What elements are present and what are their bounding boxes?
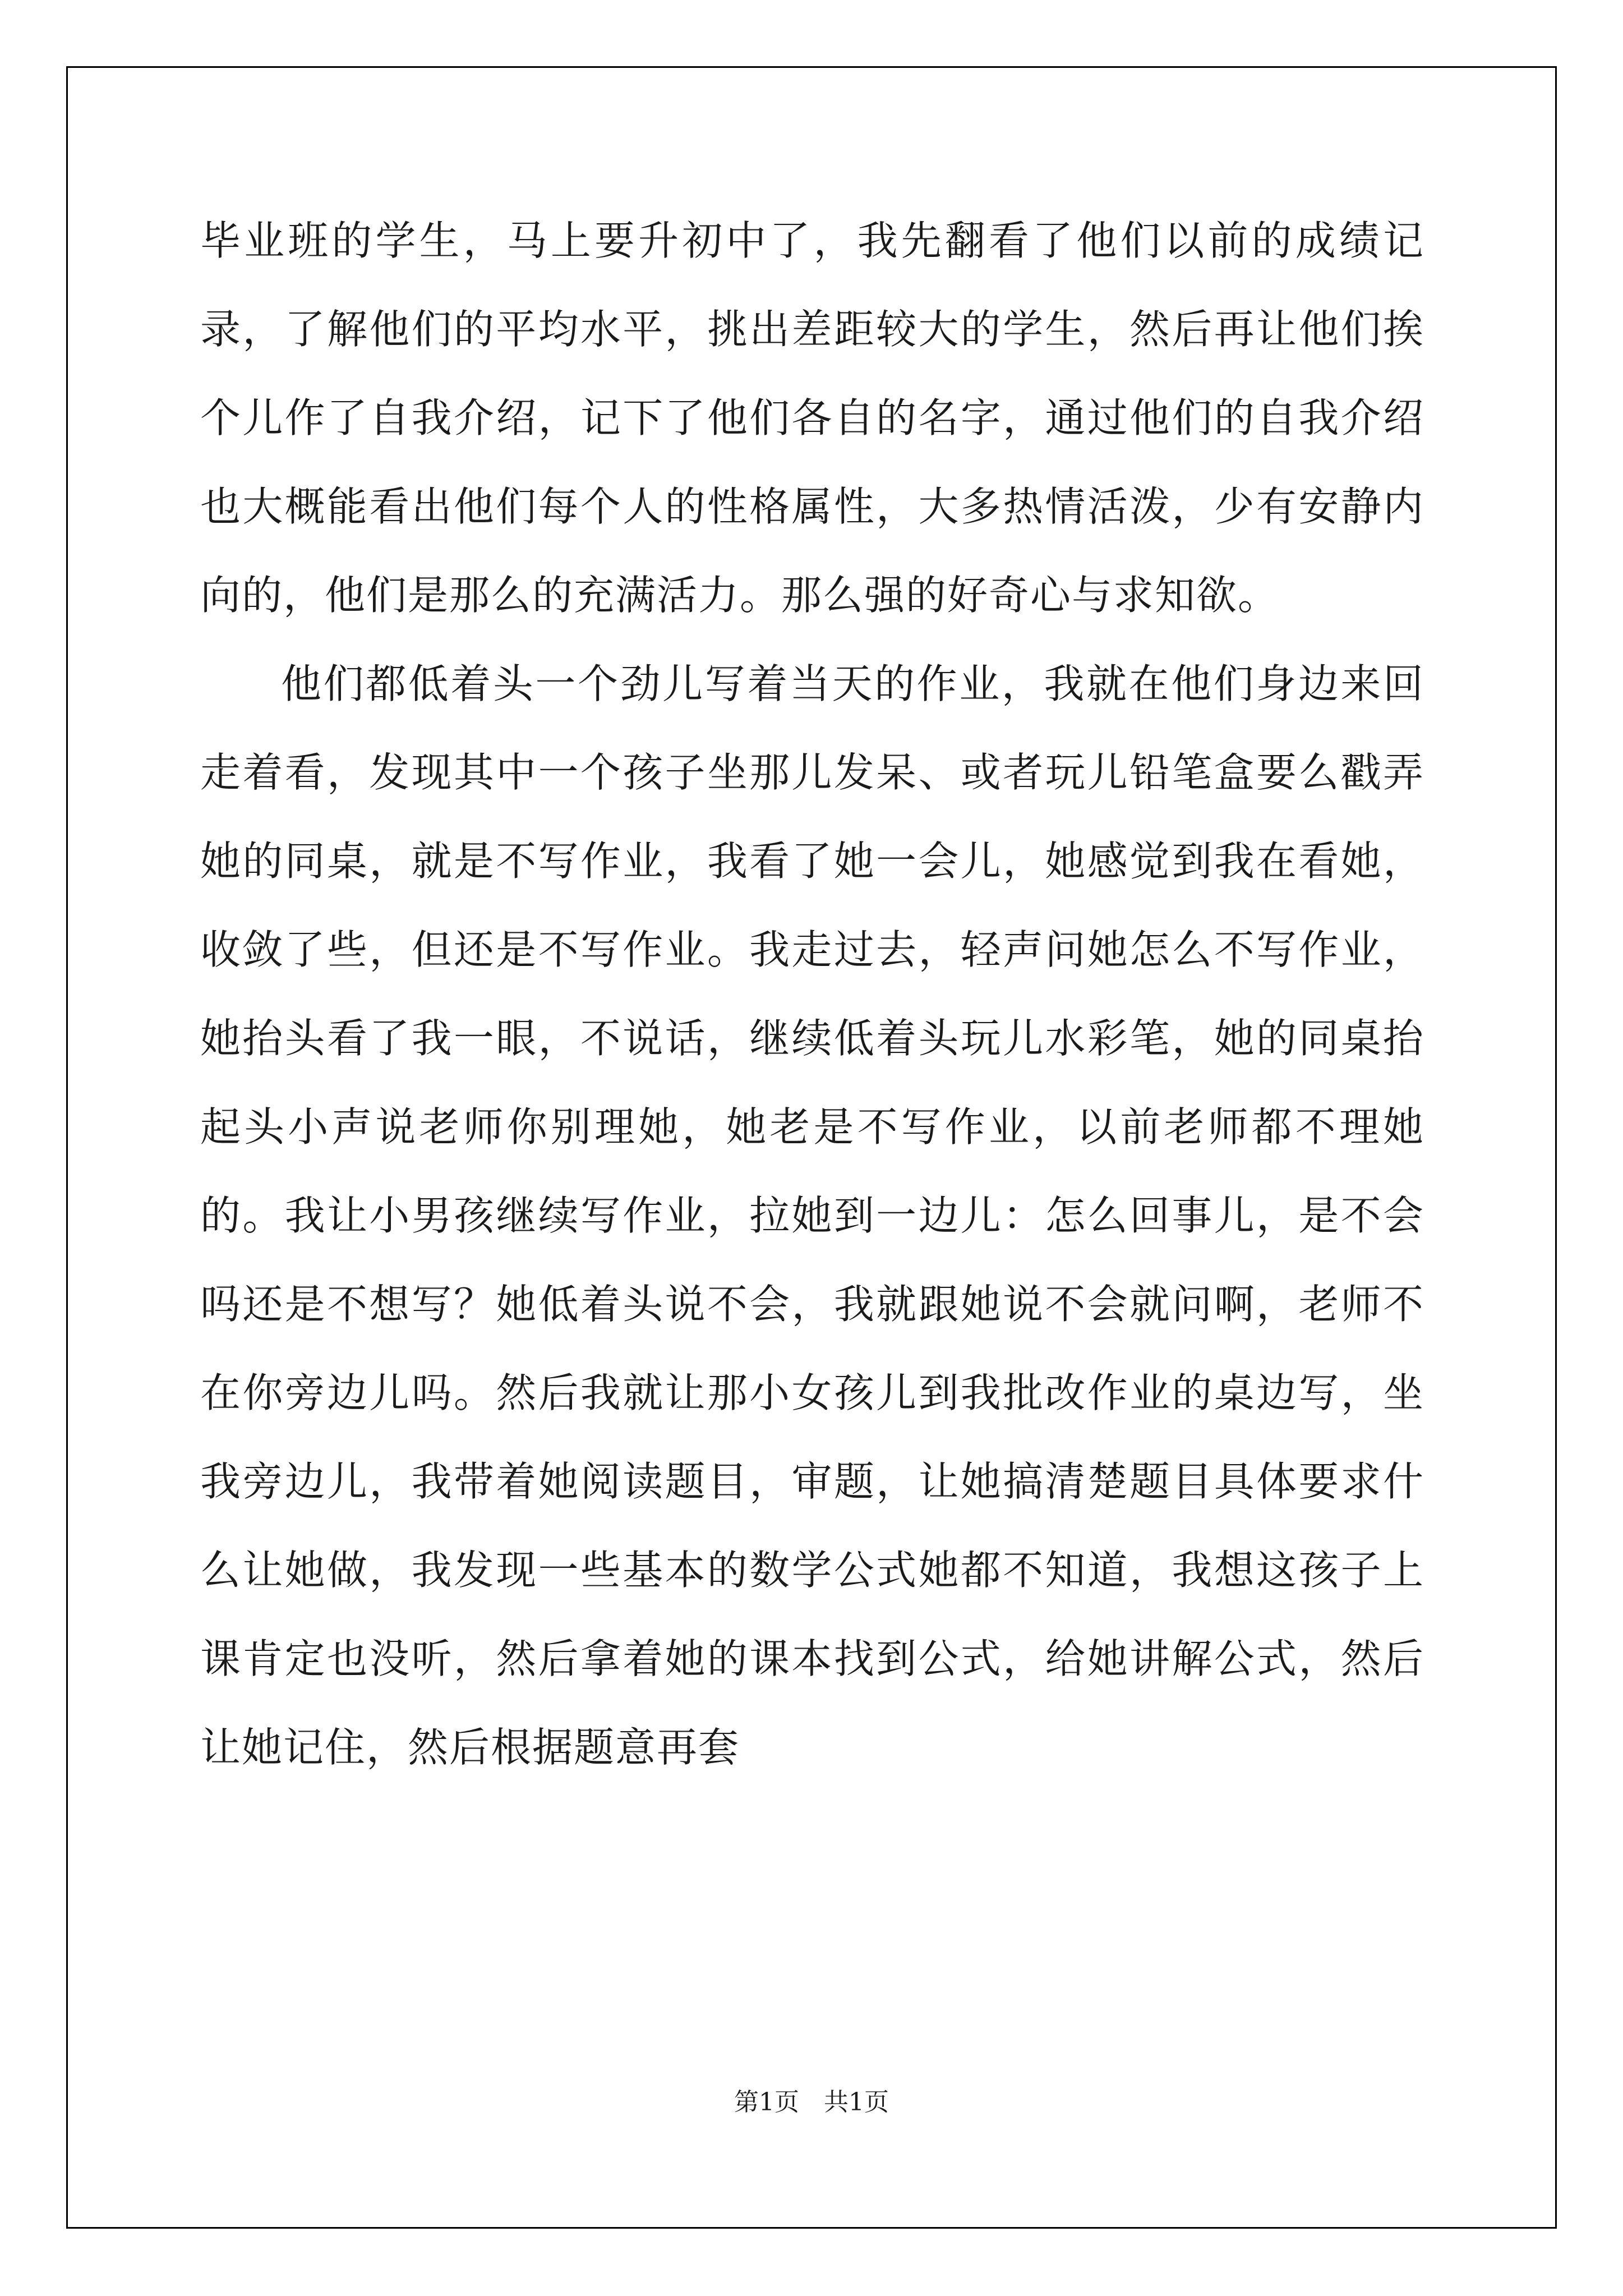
page-number: 第1页: [734, 2088, 799, 2116]
page-footer: [0, 2086, 1623, 2119]
document-body: [200, 196, 1424, 1792]
page-total: 共1页: [824, 2088, 889, 2116]
paragraph-1: 毕业班的学生，马上要升初中了，我先翻看了他们以前的成绩记录，了解他们的平均水平，挑出差距较大的学生，然后再让他们挨个儿作了自我介绍，记下了他们各自的名字，通过他们的自我介绍也大概能看出他们每个人的性格属性，大多热情活泼，少有安静内向的，他们是那么的充满活力。那么强的好奇心与求知欲。: [200, 217, 1424, 619]
paragraph-2: 他们都低着头一个劲儿写着当天的作业，我就在他们身边来回走着看，发现其中一个孩子坐那儿发呆、或者玩儿铅笔盒要么戳弄她的同桌，就是不写作业，我看了她一会儿，她感觉到我在看她，收敛了些，但还是不写作业。我走过去，轻声问她怎么不写作业，她抬头看了我一眼，不说话，继续低着头玩儿水彩笔，她的同桌抬起头小声说老师你别理她，她老是不写作业，以前老师都不理她的。我让小男孩继续写作业，拉她到一边儿：怎么回事儿，是不会吗还是不想写？她低着头说不会，我就跟她说不会就问啊，老师不在你旁边儿吗。然后我就让那小女孩儿到我批改作业的桌边写，坐我旁边儿，我带着她阅读题目，审题，让她搞清楚题目具体要求什么让她做，我发现一些基本的数学公式她都不知道，我想这孩子上课肯定也没听，然后拿着她的课本找到公式，给她讲解公式，然后让她记住，然后根据题意再套: [200, 660, 1424, 1771]
